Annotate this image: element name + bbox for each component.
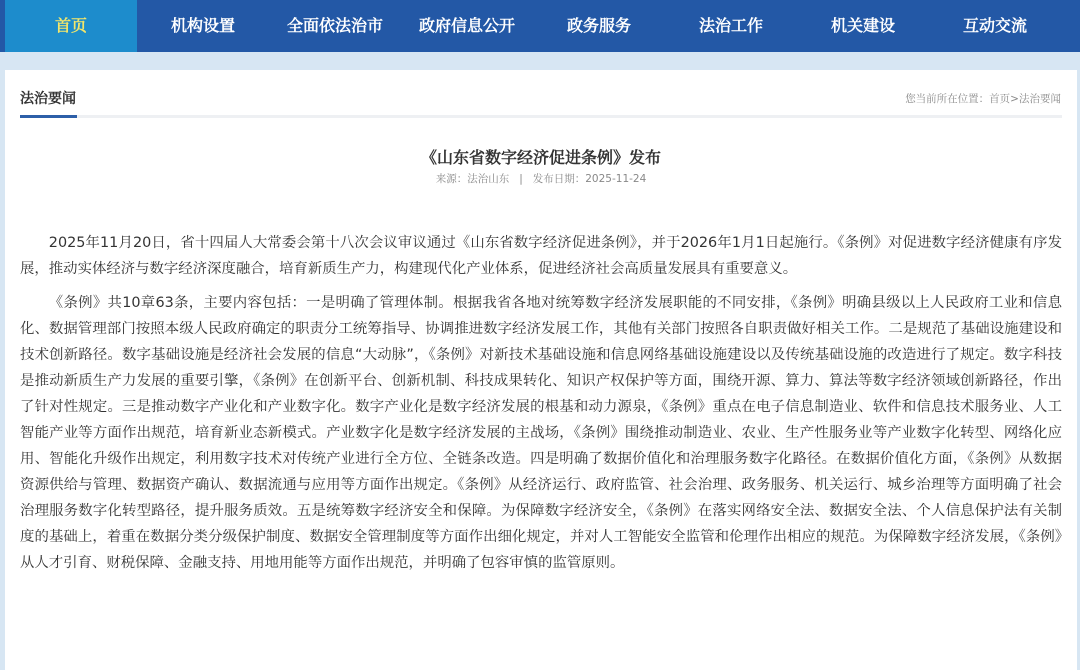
section-divider-accent (20, 115, 77, 118)
nav-organization[interactable]: 机构设置 (170, 16, 235, 35)
article-source: 来源：法治山东 (435, 173, 510, 185)
content-panel (5, 70, 1077, 670)
nav-gov-services[interactable]: 政务服务 (566, 16, 631, 35)
nav-home[interactable]: 首页 (5, 0, 137, 52)
nav-rule-of-law-city[interactable]: 全面依法治市 (286, 16, 383, 35)
nav-agency-building[interactable]: 机关建设 (830, 16, 895, 35)
main-nav (0, 0, 1080, 52)
nav-gov-info[interactable]: 政府信息公开 (418, 16, 515, 35)
section-divider (20, 115, 1062, 118)
section-title: 法治要闻 (20, 91, 76, 107)
nav-interaction[interactable]: 互动交流 (962, 16, 1027, 35)
article-paragraph: 2025年11月20日，省十四届人大常委会第十八次会议审议通过《山东省数字经济促进条例》，并于2026年1月1日起施行。《条例》对促进数字经济健康有序发展，推动实体经济与数字经济深度融合，培育新质生产力，构建现代化产业体系，促进经济社会高质量发展具有重要意义。 (20, 235, 1062, 277)
meta-separator: | (519, 173, 523, 185)
article-title: 《山东省数字经济促进条例》发布 (420, 148, 661, 167)
article-meta (5, 171, 1077, 186)
article-date: 发布日期：2025-11-24 (532, 173, 647, 185)
breadcrumb[interactable]: 您当前所在位置：首页>法治要闻 (905, 93, 1061, 105)
nav-legal-work[interactable]: 法治工作 (698, 16, 763, 35)
article-body (20, 230, 1062, 584)
article-paragraph: 《条例》共10章63条，主要内容包括：一是明确了管理体制。根据我省各地对统筹数字经济发展职能的不同安排，《条例》明确县级以上人民政府工业和信息化、数据管理部门按照本级人民政府确定的职责分工统筹指导、协调推进数字经济发展工作，其他有关部门按照各自职责做好相关工作。二是规范了基础设施建设和技术创新路径。数字基础设施是经济社会发展的信息“大动脉”，《条例》对新技术基础设施和信息网络基础设施建设以及传统基础设施的改造进行了规定。数字科技是推动新质生产力发展的重要引擎，《条例》在创新平台、创新机制、科技成果转化、知识产权保护等方面，围绕开源、算力、算法等数字经济领域创新路径，作出了针对性规定。三是推动数字产业化和产业数字化。数字产业化是数字经济发展的根基和动力源泉，《条例》重点在电子信息制造业、软件和信息技术服务业、人工智能产业等方面作出规范，培育新业态新模式。产业数字化是数字经济发展的主战场，《条例》围绕推动制造业、农业、生产性服务业等产业数字化转型、网络化应用、智能化升级作出规定，利用数字技术对传统产业进行全方位、全链条改造。四是明确了数据价值化和治理服务数字化路径。在数据价值化方面，《条例》从数据资源供给与管理、数据资产确认、数据流通与应用等方面作出规定。《条例》从经济运行、政府监管、社会治理、政务服务、机关运行、城乡治理等方面明确了社会治理服务数字化转型路径，提升服务质效。五是统筹数字经济安全和保障。为保障数字经济安全，《条例》在落实网络安全法、数据安全法、个人信息保护法有关制度的基础上，着重在数据分类分级保护制度、数据安全管理制度等方面作出细化规定，并对人工智能安全监管和伦理作出相应的规范。为保障数字经济发展，《条例》从人才引育、财税保障、金融支持、用地用能等方面作出规范，并明确了包容审慎的监管原则。 (20, 295, 1062, 571)
